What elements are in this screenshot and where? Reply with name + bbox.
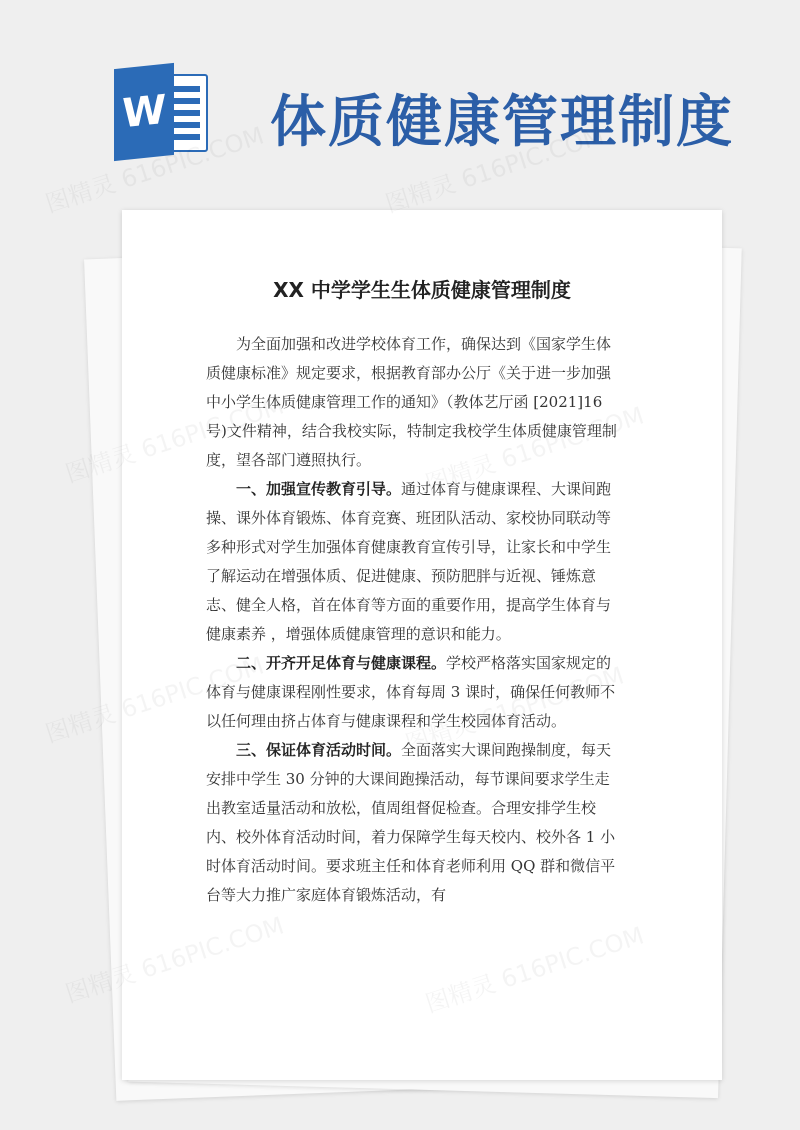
section-heading: 二、开齐开足体育与健康课程。 [236, 654, 447, 672]
section-paragraph [206, 649, 622, 736]
section-paragraph [206, 736, 622, 910]
header-title: 体质健康管理制度 [270, 90, 734, 155]
section-text: 全面落实大课间跑操制度，每天安排中学生 30 分钟的大课间跑操活动，每节课间要求学生走出教室适量活动和放松，值周组督促检查。合理安排学生校内、校外体育活动时间，着力保障学生每天校内、校外各 1 小时体育活动时间。要求班主任和体育老师利用 QQ 群和微信平台等大力推广家庭体育锻炼活动，有 [206, 741, 616, 904]
intro-paragraph: 为全面加强和改进学校体育工作，确保达到《国家学生体质健康标准》规定要求，根据教育部办公厅《关于进一步加强中小学生体质健康管理工作的通知》（教体艺厅函 [2021]16 号)文件精神，结合我校实际，特制定我校学生体质健康管理制度，望各部门遵照执行。 [206, 335, 617, 469]
section-text: 通过体育与健康课程、大课间跑操、课外体育锻炼、体育竞赛、班团队活动、家校协同联动等多种形式对学生加强体育健康教育宣传引导，让家长和中学生了解运动在增强体质、促进健康、预防肥胖与近视、锤炼意志、健全人格，首在体育等方面的重要作用，提高学生体育与健康素养 ，增强体质健康管理的意识和能力。 [206, 480, 612, 643]
header-banner [0, 0, 800, 200]
document-page [122, 210, 722, 1080]
word-icon-letter: W [114, 63, 174, 161]
section-heading: 三、保证体育活动时间。 [236, 741, 402, 759]
section-text: 学校严格落实国家规定的体育与健康课程刚性要求，体育每周 3 课时，确保任何教师不以任何理由挤占体育与健康课程和学生校园体育活动。 [206, 654, 616, 730]
section-paragraph [206, 475, 622, 649]
document-title: XX 中学学生生体质健康管理制度 [273, 278, 571, 302]
section-heading: 一、加强宣传教育引导。 [236, 480, 402, 498]
document-body [206, 330, 622, 910]
word-document-icon [112, 66, 212, 158]
